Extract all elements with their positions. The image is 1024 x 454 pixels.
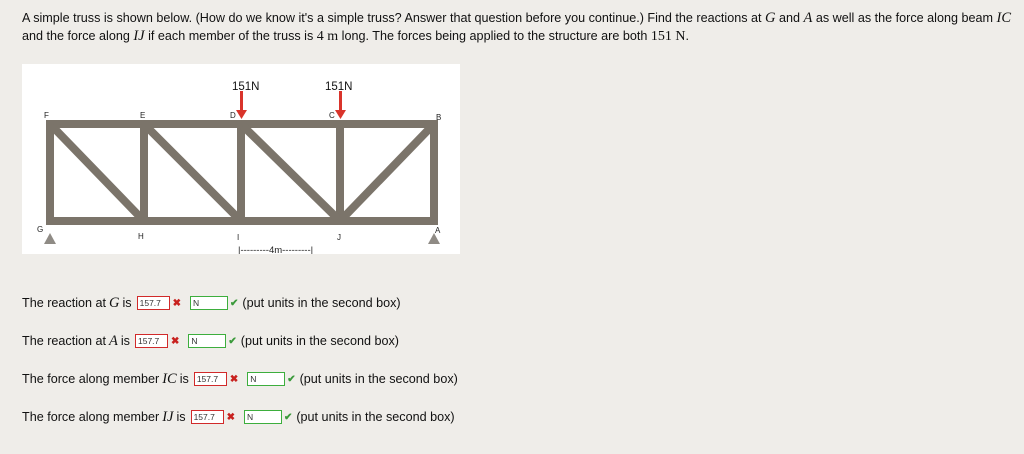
question-suffix: is xyxy=(179,372,189,386)
question-row-g xyxy=(22,293,401,313)
question-var: IJ xyxy=(162,408,174,425)
correct-check-icon: ✔ xyxy=(230,297,239,309)
vertical-di xyxy=(237,120,245,225)
force-ic-value-input[interactable]: 157.7 xyxy=(194,372,227,386)
vertical-ba xyxy=(430,120,438,225)
load-label-d: 151N xyxy=(232,81,260,93)
node-label-c: C xyxy=(329,111,335,120)
reaction-g-value-input[interactable]: 157.7 xyxy=(137,296,170,310)
incorrect-x-icon: ✖ xyxy=(170,335,180,347)
diagonal-fh xyxy=(52,126,142,219)
support-g-icon xyxy=(44,233,56,244)
question-label-g xyxy=(22,295,132,312)
incorrect-x-icon: ✖ xyxy=(172,297,181,309)
incorrect-x-icon: ✖ xyxy=(229,373,239,385)
question-suffix: is xyxy=(122,296,132,310)
var-ic: IC xyxy=(996,10,1011,26)
load-arrow-c-icon xyxy=(335,91,346,119)
force-ij-value-input[interactable]: 157.7 xyxy=(191,410,224,424)
units-hint: (put units in the second box) xyxy=(242,296,401,310)
diagonal-dj xyxy=(243,126,338,219)
diagonal-jb xyxy=(342,126,432,219)
question-row-ij xyxy=(22,407,455,427)
vertical-cj xyxy=(336,120,344,225)
problem-statement xyxy=(22,9,1012,46)
question-var: IC xyxy=(162,370,177,387)
load-arrow-d-icon xyxy=(236,91,247,119)
diagonal-ei xyxy=(146,126,239,219)
question-row-a xyxy=(22,331,399,351)
question-prefix: The force along member xyxy=(22,372,160,386)
units-hint: (put units in the second box) xyxy=(240,334,399,348)
reaction-a-unit-input[interactable]: N xyxy=(188,334,226,348)
node-label-i: I xyxy=(237,233,240,242)
prompt-text-5: long. The forces being applied to the structure are both xyxy=(338,29,651,43)
node-label-b: B xyxy=(436,113,442,122)
correct-check-icon: ✔ xyxy=(228,335,237,347)
node-label-f: F xyxy=(44,111,49,120)
prompt-text-3: and the force along xyxy=(22,29,134,43)
reaction-g-unit-input[interactable]: N xyxy=(190,296,228,310)
question-label-ij xyxy=(22,409,186,426)
question-prefix: The reaction at xyxy=(22,296,107,310)
question-suffix: is xyxy=(120,334,130,348)
question-label-ic xyxy=(22,371,189,388)
question-suffix: is xyxy=(176,410,186,424)
question-prefix: The force along member xyxy=(22,410,160,424)
truss-members xyxy=(46,120,438,225)
load-label-c: 151N xyxy=(325,81,353,93)
node-label-a: A xyxy=(435,226,441,235)
vertical-eh xyxy=(140,120,148,225)
prompt-text-2: as well as the force along beam xyxy=(812,11,997,25)
force-ij-unit-input[interactable]: N xyxy=(244,410,282,424)
question-var: A xyxy=(109,332,118,349)
units-hint: (put units in the second box) xyxy=(296,410,455,424)
units-hint: (put units in the second box) xyxy=(299,372,458,386)
var-a: A xyxy=(803,10,813,26)
prompt-text-4: if each member of the truss is xyxy=(144,29,317,43)
question-var: G xyxy=(109,294,120,311)
question-row-ic xyxy=(22,369,458,389)
reaction-a-value-input[interactable]: 157.7 xyxy=(135,334,168,348)
correct-check-icon: ✔ xyxy=(283,411,293,423)
prompt-text-1: A simple truss is shown below. (How do we know it's a simple truss? Answer that question before you continue.) Find the reactions at xyxy=(22,11,765,25)
length-value: 4 m xyxy=(316,29,339,44)
truss-diagram xyxy=(22,64,460,254)
incorrect-x-icon: ✖ xyxy=(226,411,235,423)
node-label-e: E xyxy=(140,111,146,120)
node-label-d: D xyxy=(230,111,236,120)
prompt-text-6: . xyxy=(685,29,690,43)
vertical-fg xyxy=(46,120,54,225)
question-prefix: The reaction at xyxy=(22,334,107,348)
node-label-h: H xyxy=(138,232,144,241)
force-value: 151 N xyxy=(650,29,686,44)
correct-check-icon: ✔ xyxy=(287,373,296,385)
truss-figure xyxy=(22,64,460,254)
question-label-a xyxy=(22,333,130,350)
dimension-label: |---------4m---------| xyxy=(238,245,314,254)
force-ic-unit-input[interactable]: N xyxy=(247,372,285,386)
node-label-g: G xyxy=(37,225,44,234)
var-ij: IJ xyxy=(133,28,145,44)
var-g: G xyxy=(765,10,776,26)
prompt-and: and xyxy=(775,11,804,25)
node-label-j: J xyxy=(337,233,341,242)
